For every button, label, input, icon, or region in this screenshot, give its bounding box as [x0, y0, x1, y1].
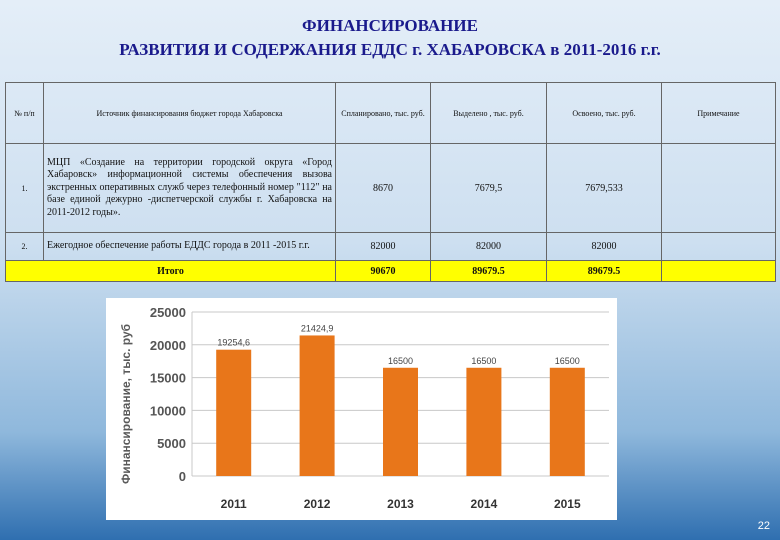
row-allocated: 7679,5: [431, 144, 547, 233]
total-spent: 89679.5: [547, 261, 662, 282]
row-planned: 82000: [336, 233, 431, 261]
x-tick-label: 2012: [303, 497, 331, 511]
table-row: [6, 144, 776, 233]
y-axis-title: Финансирование, тыс. руб: [119, 323, 133, 485]
bar: [466, 368, 501, 476]
bar: [550, 368, 585, 476]
y-tick-label: 20000: [149, 337, 186, 353]
x-tick-label: 2011: [220, 497, 247, 511]
bar-value-label: 16500: [471, 355, 497, 366]
row-source: Ежегодное обеспечение работы ЕДДС города в 2011 -2015 г.г.: [44, 233, 336, 261]
y-tick-label: 5000: [157, 436, 186, 452]
financing-table: [5, 82, 776, 282]
row-source: МЦП «Создание на территории городской округа «Город Хабаровск» информационной системы обеспечения вызова экстренных оперативных служб через телефонный номер "112" на базе единой дежурно -диспетчерской службы г. Хабаровска на 2011-2012 годы».: [44, 144, 336, 233]
y-tick-label: 0: [178, 469, 186, 484]
total-note: [662, 261, 776, 282]
row-spent: 7679,533: [547, 144, 662, 233]
header-note: Примечание: [662, 83, 776, 144]
funding-bar-chart: [106, 298, 617, 520]
row-note: [662, 233, 776, 261]
total-label: Итого: [6, 261, 336, 282]
total-planned: 90670: [336, 261, 431, 282]
x-tick-label: 2014: [470, 497, 498, 511]
row-allocated: 82000: [431, 233, 547, 261]
bar: [383, 368, 418, 476]
header-planned: Спланировано, тыс. руб.: [336, 83, 431, 144]
header-allocated: Выделено , тыс. руб.: [431, 83, 547, 144]
financing-table-wrap: [5, 82, 775, 282]
bar-value-label: 16500: [387, 355, 414, 366]
page-number: 22: [757, 520, 770, 532]
title-line-1: ФИНАНСИРОВАНИЕ: [302, 16, 478, 35]
row-note: [662, 144, 776, 233]
bar-value-label: 19254,6: [217, 337, 250, 348]
bar-value-label: 16500: [554, 355, 580, 366]
title-line-2: РАЗВИТИЯ И СОДЕРЖАНИЯ ЕДДС г. ХАБАРОВСКА в 2011-2016 г.г.: [119, 40, 661, 59]
y-tick-label: 10000: [149, 403, 186, 419]
x-tick-label: 2013: [387, 497, 414, 511]
row-num: 2.: [6, 233, 44, 261]
total-allocated: 89679.5: [431, 261, 547, 282]
y-tick-label: 15000: [149, 370, 186, 386]
x-tick-label: 2015: [553, 497, 581, 511]
row-planned: 8670: [336, 144, 431, 233]
bar: [300, 335, 335, 476]
row-num: 1.: [6, 144, 44, 233]
table-row: [6, 233, 776, 261]
header-num: № п/п: [6, 83, 44, 144]
header-spent: Освоено, тыс. руб.: [547, 83, 662, 144]
bar: [216, 350, 251, 476]
table-total-row: [6, 261, 776, 282]
row-spent: 82000: [547, 233, 662, 261]
chart-panel: [106, 298, 617, 520]
table-header-row: [6, 83, 776, 144]
bar-value-label: 21424,9: [300, 323, 334, 334]
header-source: Источник финансирования бюджет города Хабаровска: [44, 83, 336, 144]
y-tick-label: 25000: [149, 305, 186, 320]
slide-title: [0, 14, 780, 62]
